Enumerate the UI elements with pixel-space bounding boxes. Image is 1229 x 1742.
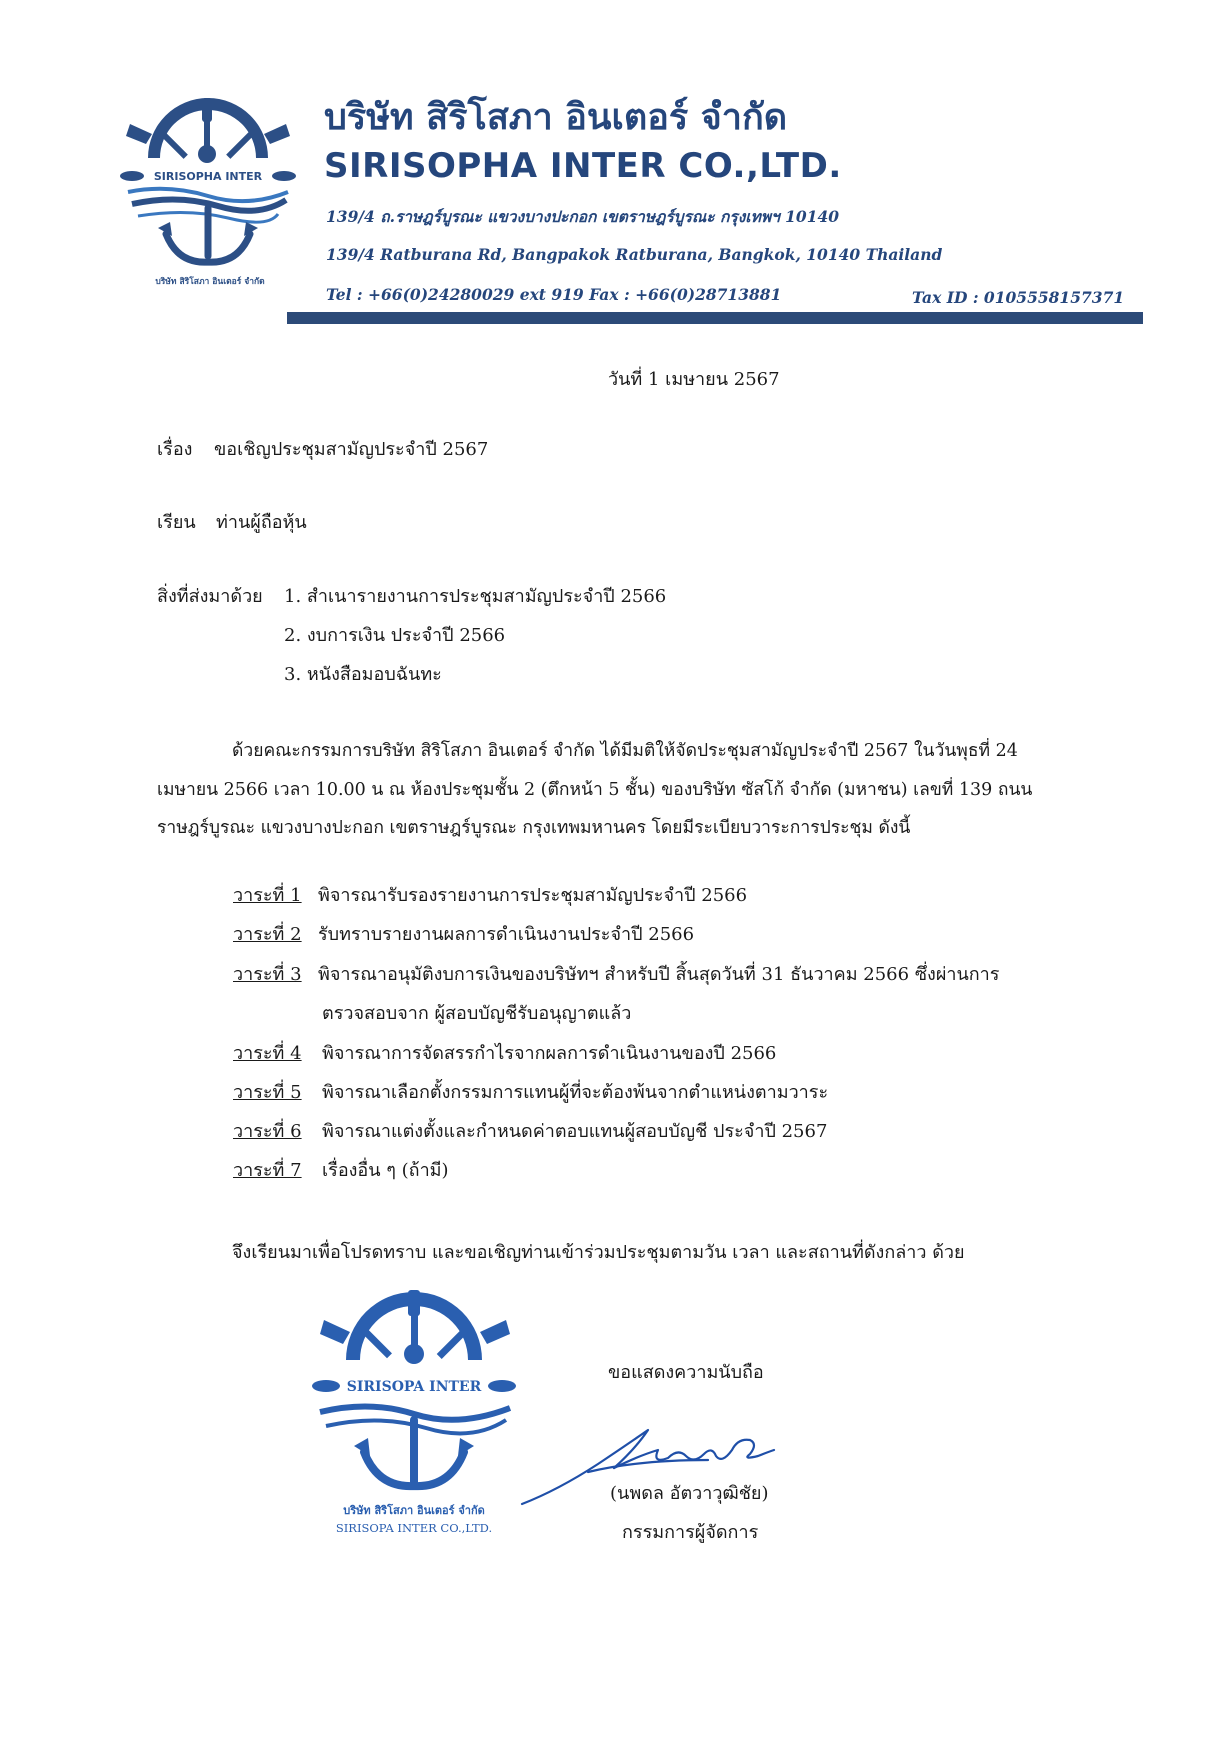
enclosures-label: สิ่งที่ส่งมาด้วย	[157, 586, 263, 607]
signer-name: (นพดล อัตวาวุฒิชัย)	[610, 1483, 769, 1504]
agenda-label: วาระที่ 4	[233, 1043, 302, 1064]
paragraph-line: เมษายน 2566 เวลา 10.00 น ณ ห้องประชุมชั้น 2 (ตึกหน้า 5 ชั้น) ของบริษัท ซัสโก้ จำกัด (มหาชน) เลขที่ 139 ถนน	[157, 780, 1033, 800]
address-english: 139/4 Ratburana Rd, Bangpakok Ratburana, Bangkok, 10140 Thailand	[326, 245, 943, 264]
company-name-english: SIRISOPHA INTER CO.,LTD.	[324, 146, 842, 186]
company-stamp	[310, 1286, 520, 1536]
agenda-label: วาระที่ 5	[233, 1082, 302, 1103]
enclosure-item: 3. หนังสือมอบฉันทะ	[284, 664, 442, 685]
regards-text: ขอแสดงความนับถือ	[608, 1362, 764, 1383]
svg-text:SIRISOPA INTER CO.,LTD.: SIRISOPA INTER CO.,LTD.	[335, 1521, 493, 1535]
paragraph-line: ราษฎร์บูรณะ แขวงบางปะกอก เขตราษฎร์บูรณะ กรุงเทพมหานคร โดยมีระเบียบวาระการประชุม ดังนี้	[157, 818, 911, 838]
letter-date: วันที่ 1 เมษายน 2567	[608, 369, 780, 390]
signer-title: กรรมการผู้จัดการ	[622, 1522, 759, 1543]
subject-label: เรื่อง	[157, 439, 193, 460]
svg-text:SIRISOPA INTER: SIRISOPA INTER	[346, 1379, 482, 1395]
address-thai: 139/4 ถ.ราษฎร์บูรณะ แขวงบางปะกอก เขตราษฎร์บูรณะ กรุงเทพฯ 10140	[326, 207, 840, 226]
svg-text:SIRISOPHA INTER: SIRISOPHA INTER	[153, 170, 263, 183]
tel-fax: Tel : +66(0)24280029 ext 919 Fax : +66(0)28713881	[326, 285, 782, 304]
tax-id: Tax ID : 0105558157371	[912, 288, 1125, 307]
company-logo	[118, 96, 298, 296]
agenda-text: เรื่องอื่น ๆ (ถ้ามี)	[322, 1160, 449, 1181]
agenda-text: รับทราบรายงานผลการดำเนินงานประจำปี 2566	[318, 924, 695, 945]
svg-text:บริษัท สิริโสภา อินเตอร์ จำกัด: บริษัท สิริโสภา อินเตอร์ จำกัด	[343, 1504, 485, 1517]
enclosure-item: 2. งบการเงิน ประจำปี 2566	[284, 625, 506, 646]
to-label: เรียน	[157, 512, 196, 533]
agenda-text-continued: ตรวจสอบจาก ผู้สอบบัญชีรับอนุญาตแล้ว	[322, 1003, 632, 1024]
agenda-label: วาระที่ 6	[233, 1121, 302, 1142]
agenda-label: วาระที่ 7	[233, 1160, 302, 1181]
ship-wheel-anchor-stamp-icon	[310, 1286, 520, 1536]
svg-text:บริษัท สิริโสภา อินเตอร์ จำกัด: บริษัท สิริโสภา อินเตอร์ จำกัด	[155, 277, 265, 287]
agenda-label: วาระที่ 1	[233, 885, 302, 906]
to-text: ท่านผู้ถือหุ้น	[216, 512, 307, 533]
company-name-thai: บริษัท สิริโสภา อินเตอร์ จำกัด	[324, 97, 788, 138]
closing-text: จึงเรียนมาเพื่อโปรดทราบ และขอเชิญท่านเข้าร่วมประชุมตามวัน เวลา และสถานที่ดังกล่าว ด้วย	[232, 1242, 965, 1263]
subject-text: ขอเชิญประชุมสามัญประจำปี 2567	[214, 439, 489, 460]
enclosure-item: 1. สำเนารายงานการประชุมสามัญประจำปี 2566	[284, 586, 667, 607]
agenda-text: พิจารณาเลือกตั้งกรรมการแทนผู้ที่จะต้องพ้นจากตำแหน่งตามวาระ	[322, 1082, 829, 1103]
paragraph-line: ด้วยคณะกรรมการบริษัท สิริโสภา อินเตอร์ จำกัด ได้มีมติให้จัดประชุมสามัญประจำปี 2567 ในวันพุธที่ 24	[232, 741, 1018, 761]
agenda-label: วาระที่ 2	[233, 924, 302, 945]
agenda-text: พิจารณาแต่งตั้งและกำหนดค่าตอบแทนผู้สอบบัญชี ประจำปี 2567	[322, 1121, 828, 1142]
ship-wheel-anchor-icon	[118, 96, 298, 296]
agenda-text: พิจารณาการจัดสรรกำไรจากผลการดำเนินงานของปี 2566	[322, 1043, 777, 1064]
header-divider	[287, 312, 1143, 324]
agenda-text: พิจารณาอนุมัติงบการเงินของบริษัทฯ สำหรับปี สิ้นสุดวันที่ 31 ธันวาคม 2566 ซึ่งผ่านการ	[318, 964, 1000, 985]
agenda-label: วาระที่ 3	[233, 964, 302, 985]
agenda-text: พิจารณารับรองรายงานการประชุมสามัญประจำปี 2566	[318, 885, 748, 906]
